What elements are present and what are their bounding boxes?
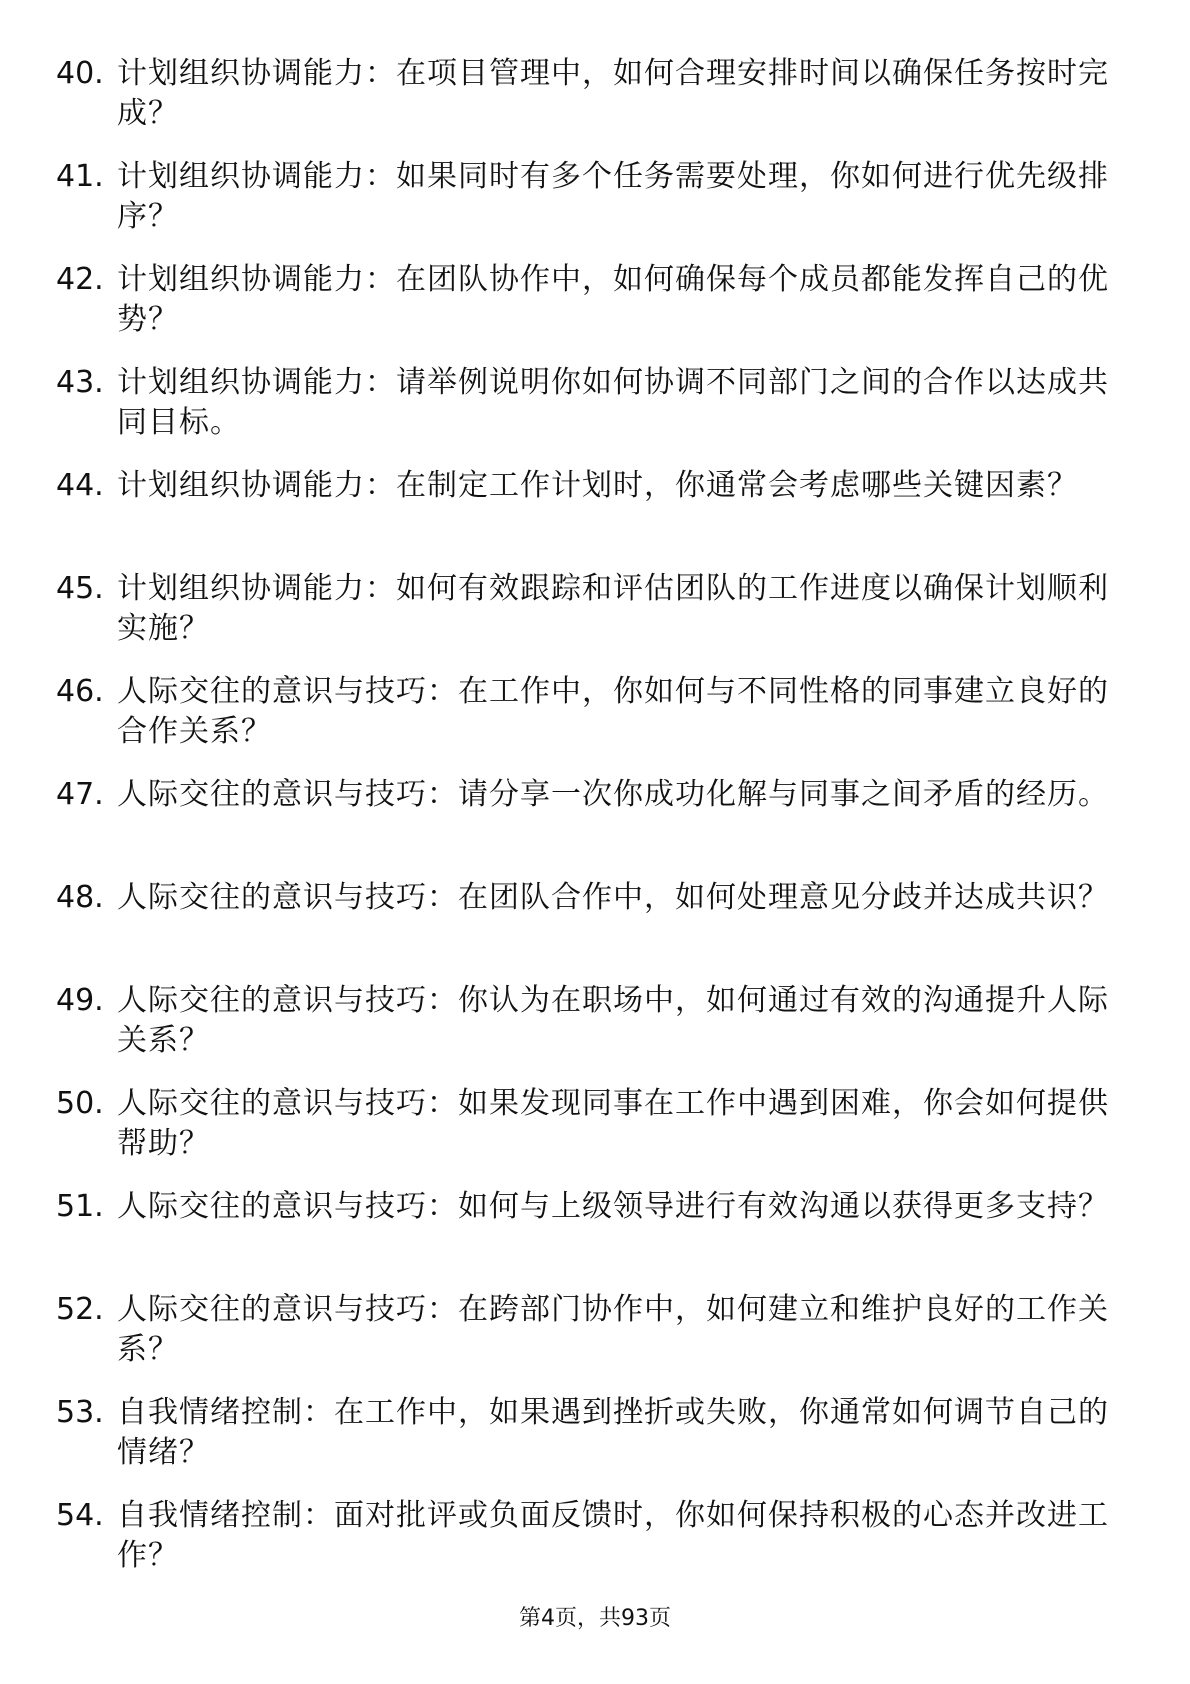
question-text: 计划组织协调能力：如何有效跟踪和评估团队的工作进度以确保计划顺利实施？: [117, 571, 1109, 646]
question-item: [0, 1496, 1190, 1599]
question-text: 计划组织协调能力：在项目管理中，如何合理安排时间以确保任务按时完成？: [117, 56, 1109, 131]
question-number: 42.: [56, 262, 104, 297]
question-item: [0, 672, 1190, 775]
question-number: 52.: [56, 1292, 104, 1327]
page-footer: 第4页，共93页: [519, 1606, 671, 1631]
question-list: [0, 54, 1190, 1599]
question-text: 人际交往的意识与技巧：你认为在职场中，如何通过有效的沟通提升人际关系？: [117, 983, 1109, 1058]
question-number: 50.: [56, 1086, 104, 1121]
question-text: 人际交往的意识与技巧：如果发现同事在工作中遇到困难，你会如何提供帮助？: [117, 1086, 1109, 1161]
question-text: 计划组织协调能力：请举例说明你如何协调不同部门之间的合作以达成共同目标。: [117, 365, 1109, 440]
question-text: 计划组织协调能力：在团队协作中，如何确保每个成员都能发挥自己的优势？: [117, 262, 1109, 337]
question-item: [0, 363, 1190, 466]
question-number: 46.: [56, 674, 104, 709]
question-number: 45.: [56, 571, 104, 606]
question-text: 自我情绪控制：面对批评或负面反馈时，你如何保持积极的心态并改进工作？: [117, 1498, 1109, 1573]
question-item: [0, 1187, 1190, 1290]
question-item: [0, 1290, 1190, 1393]
question-item: [0, 569, 1190, 672]
question-text: 计划组织协调能力：在制定工作计划时，你通常会考虑哪些关键因素？: [117, 468, 1078, 503]
question-text: 计划组织协调能力：如果同时有多个任务需要处理，你如何进行优先级排序？: [117, 159, 1109, 234]
question-number: 48.: [56, 880, 104, 915]
question-number: 43.: [56, 365, 104, 400]
question-number: 51.: [56, 1189, 104, 1224]
question-number: 40.: [56, 56, 104, 91]
question-item: [0, 54, 1190, 157]
question-item: [0, 1393, 1190, 1496]
question-text: 人际交往的意识与技巧：在工作中，你如何与不同性格的同事建立良好的合作关系？: [117, 674, 1109, 749]
question-text: 人际交往的意识与技巧：如何与上级领导进行有效沟通以获得更多支持？: [117, 1189, 1109, 1224]
question-number: 44.: [56, 468, 104, 503]
question-item: [0, 466, 1190, 569]
question-item: [0, 981, 1190, 1084]
question-text: 自我情绪控制：在工作中，如果遇到挫折或失败，你通常如何调节自己的情绪？: [117, 1395, 1109, 1470]
question-item: [0, 157, 1190, 260]
question-text: 人际交往的意识与技巧：请分享一次你成功化解与同事之间矛盾的经历。: [117, 777, 1109, 812]
question-item: [0, 260, 1190, 363]
question-number: 47.: [56, 777, 104, 812]
question-number: 49.: [56, 983, 104, 1018]
question-item: [0, 878, 1190, 981]
question-text: 人际交往的意识与技巧：在跨部门协作中，如何建立和维护良好的工作关系？: [117, 1292, 1109, 1367]
question-item: [0, 1084, 1190, 1187]
question-text: 人际交往的意识与技巧：在团队合作中，如何处理意见分歧并达成共识？: [117, 880, 1109, 915]
question-number: 41.: [56, 159, 104, 194]
question-number: 53.: [56, 1395, 104, 1430]
question-number: 54.: [56, 1498, 104, 1533]
question-item: [0, 775, 1190, 878]
